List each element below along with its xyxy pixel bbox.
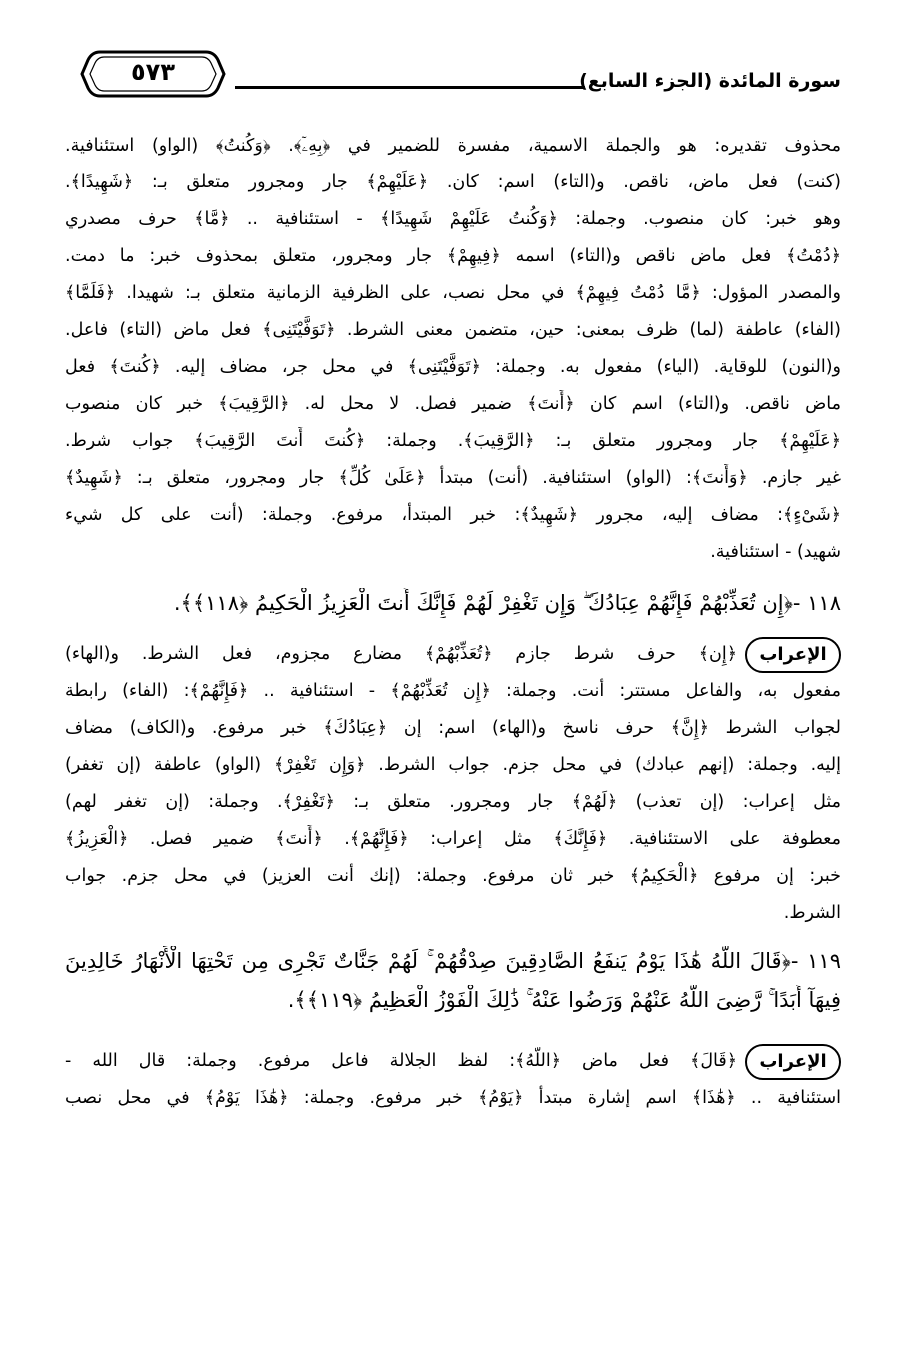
text-line: ﴿دُمْتُ﴾ فعل ماض ناقص و(التاء) اسمه ﴿فِيهِمْ﴾ جار ومجرور، متعلق بمحذوف خبر: ما دمت. bbox=[65, 246, 841, 266]
text-line: ﴿قَالَ﴾ فعل ماض ﴿اللَّهُ﴾: لفظ الجلالة فاعل مرفوع. وجملة: قال الله - bbox=[65, 1051, 737, 1071]
text-line: وهو خبر: كان منصوب. وجملة: ﴿وَكُنتُ عَلَيْهِمْ شَهِيدًا﴾ - استئنافية .. ﴿مَّا﴾ حرف مصدري bbox=[65, 209, 841, 229]
verse-118: ١١٨ -﴿إِن تُعَذِّبْهُمْ فَإِنَّهُمْ عِبَادُكَ ۖ وَإِن تَغْفِرْ لَهُمْ فَإِنَّكَ أَنتَ الْعَزِيزُ الْحَكِيمُ ﴿١١٨﴾﴾. bbox=[173, 591, 841, 615]
verse-119-line-2: فِيهَآ أَبَدًا ۚ رَّضِىَ اللَّهُ عَنْهُمْ وَرَضُوا عَنْهُ ۚ ذَٰلِكَ الْفَوْزُ الْعَظِيمُ ﴿١١٩﴾﴾. bbox=[287, 988, 841, 1012]
text-line: ﴿شَىْءٍ﴾: مضاف إليه، مجرور ﴿شَهِيدٌ﴾: خبر المبتدأ، مرفوع. وجملة: (أنت على كل شيء bbox=[65, 505, 841, 525]
text-line: استئنافية .. ﴿هَٰذَا﴾ اسم إشارة مبتدأ ﴿يَوْمُ﴾ خبر مرفوع. وجملة: ﴿هَٰذَا يَوْمُ﴾ في محل نصب bbox=[65, 1088, 841, 1108]
text-line: مثل إعراب: (إن تعذب) ﴿لَهُمْ﴾ جار ومجرور. متعلق بـ: ﴿تَغْفِرْ﴾. وجملة: (إن تغفر لهم) bbox=[65, 792, 841, 812]
text-line: ماض ناقص. و(التاء) اسم كان ﴿أَنتَ﴾ ضمير فصل. لا محل له. ﴿الرَّقِيبَ﴾ خبر كان منصوب bbox=[65, 394, 841, 414]
text-line: لجواب الشرط ﴿إِنَّ﴾ حرف ناسخ و(الهاء) اسم: إن ﴿عِبَادُكَ﴾ خبر مرفوع. و(الكاف) مضاف bbox=[65, 718, 841, 738]
text-line: محذوف تقديره: هو والجملة الاسمية، مفسرة للضمير في ﴿بِهِۦٓ﴾. ﴿وَكُنتُ﴾ (الواو) استئنافية. bbox=[65, 136, 841, 156]
running-header-title: سورة المائدة (الجزء السابع) bbox=[579, 70, 841, 92]
text-line: إليه. وجملة: (إنهم عبادك) في محل جزم. جواب الشرط. ﴿وَإِن تَغْفِرْ﴾ (الواو) عاطفة (إن تغفر) bbox=[65, 755, 841, 775]
text-line: معطوفة على الاستئنافية. ﴿فَإِنَّكَ﴾ مثل إعراب: ﴿فَإِنَّهُمْ﴾. ﴿أَنتَ﴾ ضمير فصل. ﴿الْعَزِيزُ﴾ bbox=[65, 829, 841, 849]
text-line: خبر: إن مرفوع ﴿الْحَكِيمُ﴾ خبر ثان مرفوع. وجملة: (إنك أنت العزيز) في محل جزم. جواب bbox=[65, 866, 841, 886]
text-line: (كنت) فعل ماض، ناقص. و(التاء) اسم: كان. ﴿عَلَيْهِمْ﴾ جار ومجرور متعلق بـ: ﴿شَهِيدًا﴾. bbox=[65, 172, 841, 192]
text-line: (الفاء) عاطفة (لما) ظرف بمعنى: حين، متضمن معنى الشرط. ﴿تَوَفَّيْتَنِى﴾ فعل ماض (التاء) فاعل. bbox=[65, 320, 841, 340]
text-line: شهيد) - استئنافية. bbox=[710, 542, 841, 562]
page-number-badge bbox=[78, 48, 228, 100]
header-rule bbox=[235, 86, 585, 89]
irab-label: الإعراب bbox=[745, 637, 841, 673]
verse-119-line-1: ١١٩ -﴿قَالَ اللَّهُ هَٰذَا يَوْمُ يَنفَعُ الصَّادِقِينَ صِدْقُهُمْ ۚ لَهُمْ جَنَّاتٌ تَجْرِى مِن تَحْتِهَا الْأَنْهَارُ خَالِدِينَ bbox=[65, 949, 841, 973]
text-line: ﴿إِن﴾ حرف شرط جازم ﴿تُعَذِّبْهُمْ﴾ مضارع مجزوم، فعل الشرط. و(الهاء) bbox=[65, 644, 737, 664]
text-line: و(النون) للوقاية. (الياء) مفعول به. وجملة: ﴿تَوَفَّيْتَنِى﴾ في محل جر، مضاف إليه. ﴿كُنتَ﴾ فعل bbox=[65, 357, 841, 377]
text-line: مفعول به، والفاعل مستتر: أنت. وجملة: ﴿إِن تُعَذِّبْهُمْ﴾ - استئنافية .. ﴿فَإِنَّهُمْ﴾: (الفاء) رابطة bbox=[65, 681, 841, 701]
text-line: ﴿عَلَيْهِمْ﴾ جار ومجرور متعلق بـ: ﴿الرَّقِيبَ﴾. وجملة: ﴿كُنتَ أَنتَ الرَّقِيبَ﴾ جواب شرط. bbox=[65, 431, 841, 451]
text-line: والمصدر المؤول: ﴿مَّا دُمْتُ فِيهِمْ﴾ في محل نصب، على الظرفية الزمانية متعلق بـ: شهيدا. ﴿فَلَمَّا﴾ bbox=[65, 283, 841, 303]
irab-label: الإعراب bbox=[745, 1044, 841, 1080]
page-number: ٥٧٣ bbox=[131, 58, 175, 86]
text-line: غير جازم. ﴿وَأَنتَ﴾: (الواو) استئنافية. (أنت) مبتدأ ﴿عَلَىٰ كُلِّ﴾ جار ومجرور، متعلق بـ: ﴿شَهِيدٌ﴾ bbox=[65, 468, 841, 488]
text-line: الشرط. bbox=[783, 903, 841, 923]
